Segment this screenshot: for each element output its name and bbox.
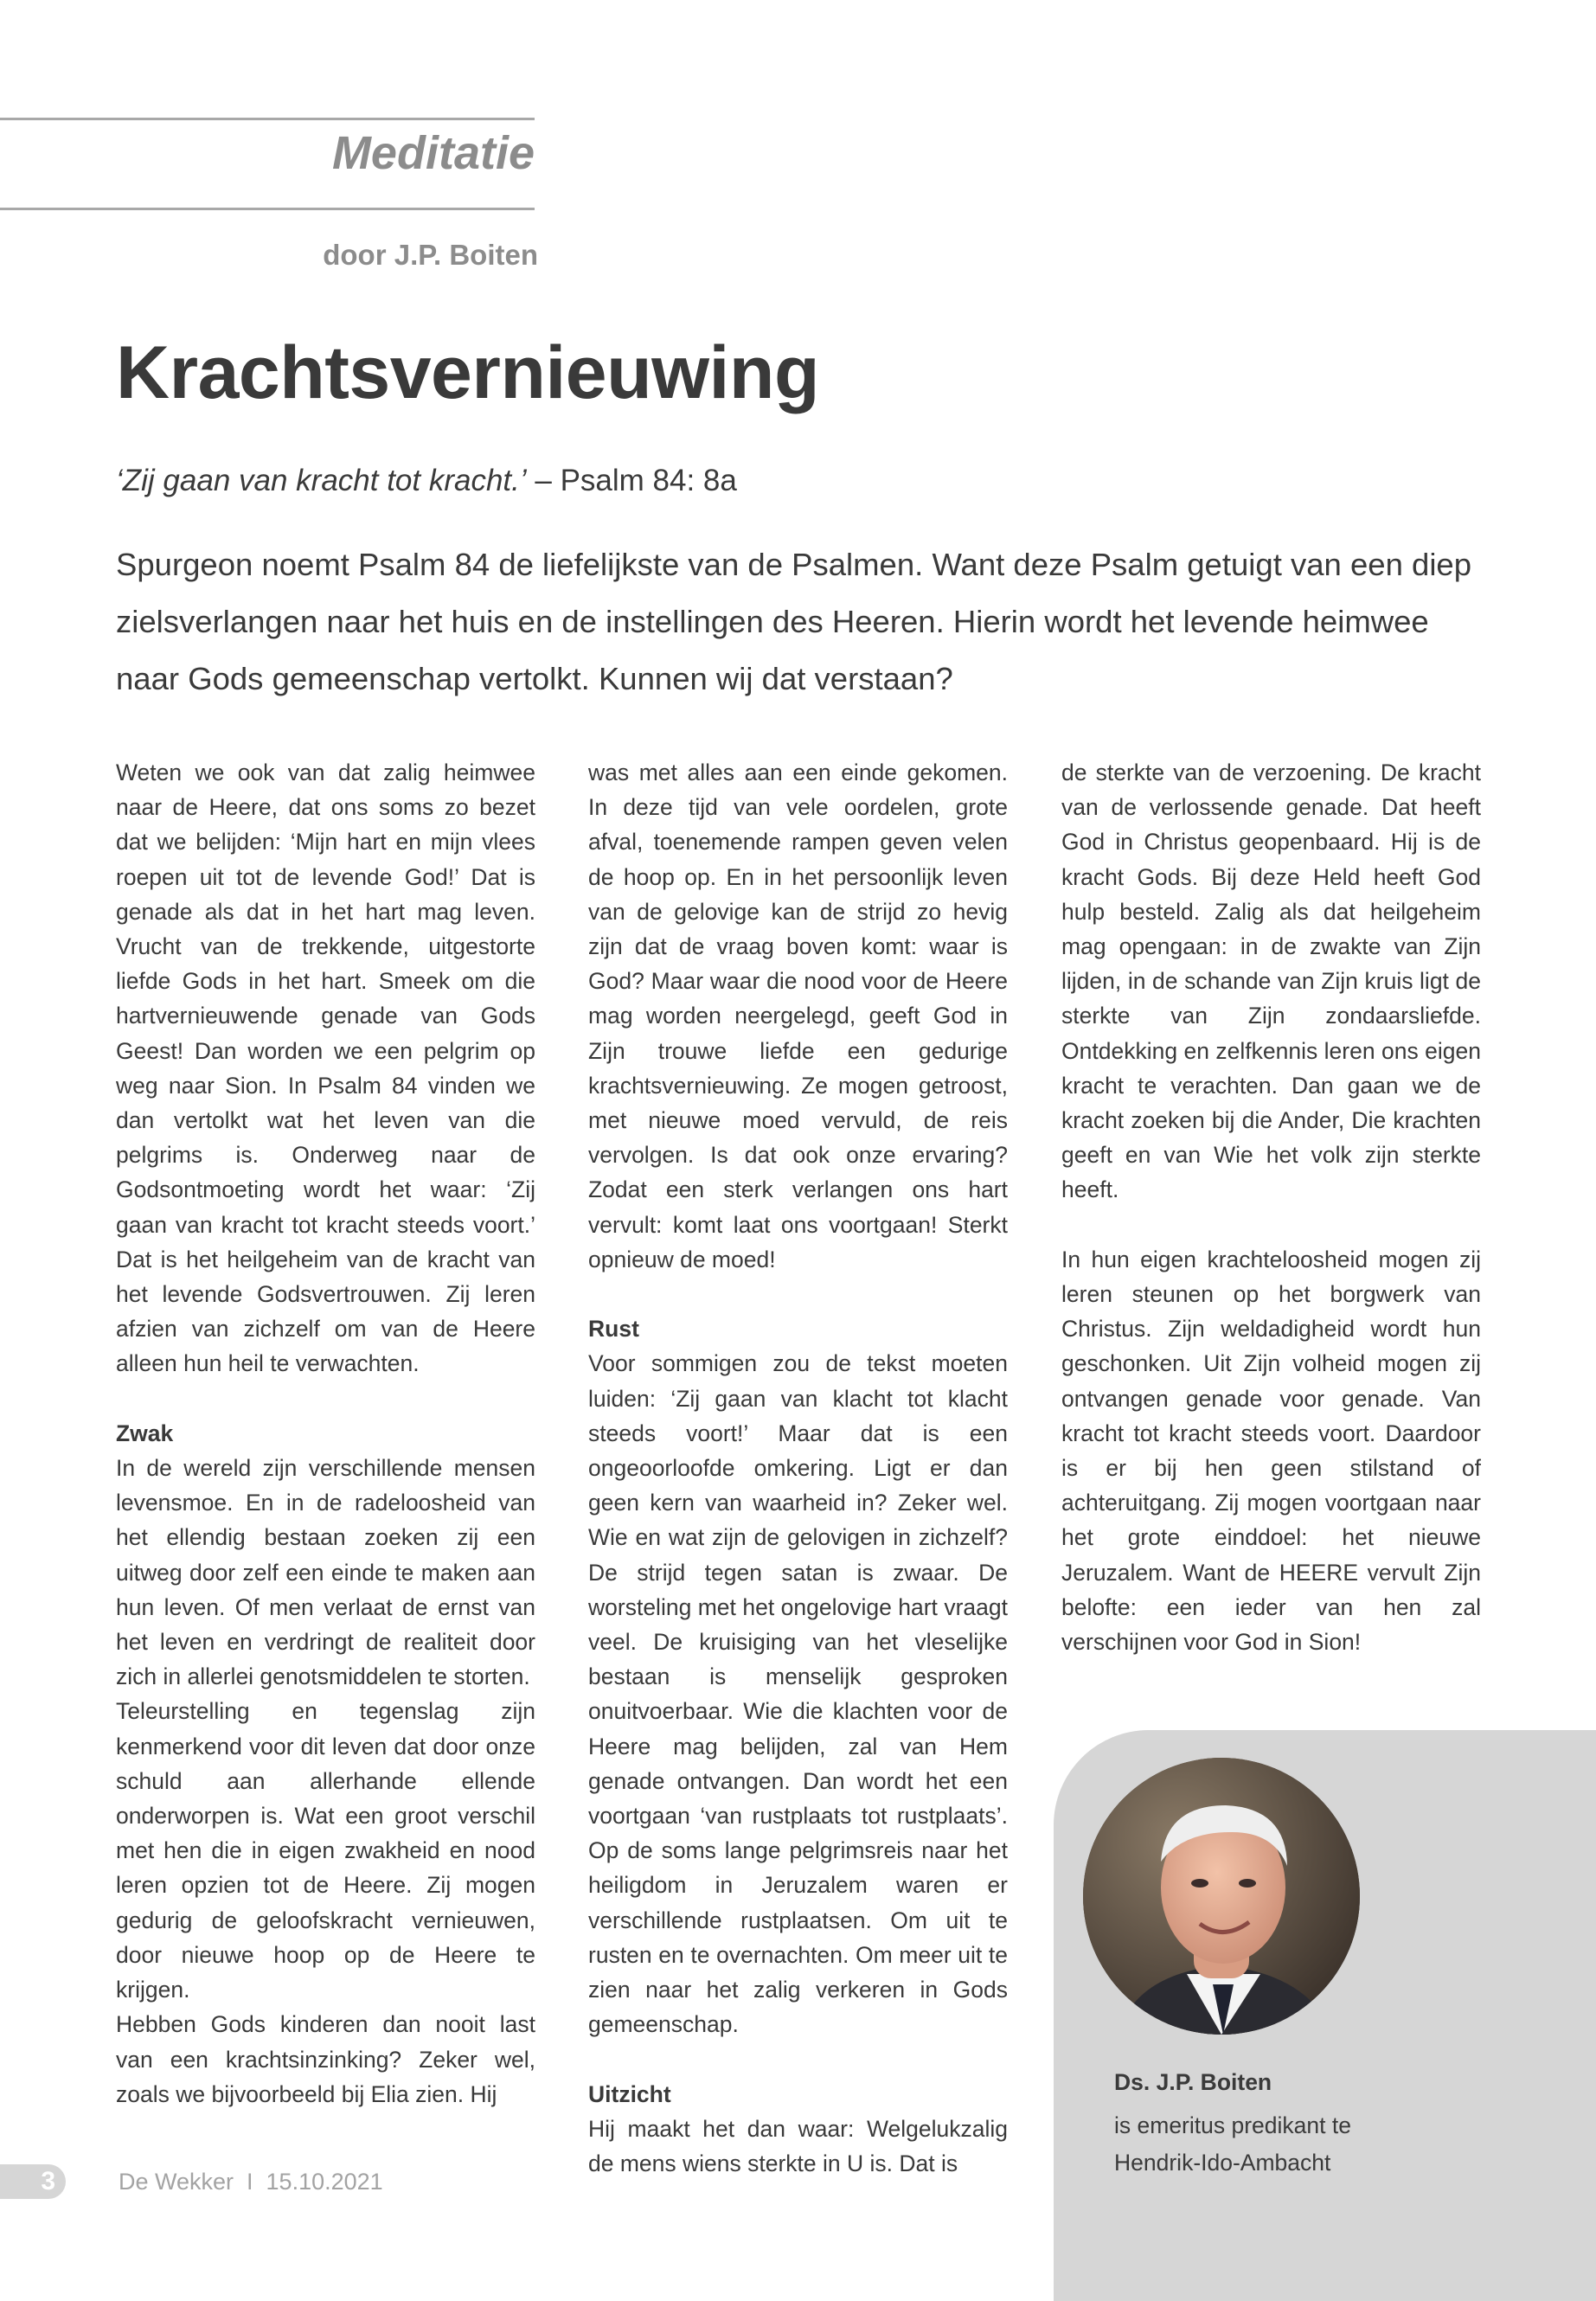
header-rule-top (0, 118, 535, 120)
text-column-3 (1061, 755, 1481, 1659)
body-paragraph: In hun eigen krachteloosheid mogen zij leren steunen op het borgwerk van Christus. Zijn weldadigheid wordt hun geschonken. Uit Zijn volheid mogen zij ontvangen genade voor genade. Van kracht tot kracht steeds voort. Daardoor is er bij hen geen stilstand of achteruitgang. Zij mogen voortgaan naar het grote einddoel: het nieuwe Jeruzalem. Want de HEERE vervult Zijn belofte: een ieder van hen zal verschijnen voor God in Sion! (1061, 1246, 1481, 1656)
subheading-rust: Rust (588, 1316, 639, 1343)
body-paragraph: Hij maakt het dan waar: Welgelukzalig de mens wiens sterkte in U is. Dat is (588, 2115, 1008, 2177)
body-paragraph: was met alles aan een einde gekomen. In deze tijd van vele oordelen, grote afval, toenemende rampen geven velen de hoop op. En in het persoonlijk leven van de gelovige kan de strijd zo hevig zijn dat de vraag boven komt: waar is God? Maar waar die nood voor de Heere mag worden neergelegd, geeft God in Zijn trouwe liefde een gedurige krachtsvernieuwing. Ze mogen getroost, met nieuwe moed vervuld, de reis vervolgen. Is dat ook onze ervaring? Zodat een sterk verlangen ons hart vervult: komt laat ons voortgaan! Sterkt opnieuw de moed! (588, 760, 1008, 1272)
page-number: 3 (0, 2164, 66, 2199)
body-paragraph: In de wereld zijn verschillende mensen levensmoe. En in de radeloosheid van het ellendig bestaan zoeken zij een uitweg door zelf een einde te maken aan hun leven. Of men verlaat de ernst van het leven en verdringt de realiteit door zich in allerlei genotsmiddelen te storten. (116, 1455, 535, 1690)
body-paragraph: Voor sommigen zou de tekst moeten luiden: ‘Zij gaan van klacht tot klacht steeds voort!’ Maar dat is een ongeoorloofde omkering. Ligt er dan geen kern van waarheid in? Zeker wel. Wie en wat zijn de gelovigen in zichzelf? De strijd tegen satan is zwaar. De worsteling met het ongelovige hart vraagt veel. De kruisiging van het vleselijke bestaan is menselijk gesproken onuitvoerbaar. Wie die klachten voor de Heere mag belijden, zal van Hem genade ontvangen. Dan wordt het een voortgaan ‘van rustplaats tot rustplaats’. Op de soms lange pelgrimsreis naar het heiligdom in Jeruzalem waren er verschillende rustplaatsen. Om uit te rusten en te overnachten. Om meer uit te zien naar het zalig verkeren in Gods gemeenschap. (588, 1350, 1008, 2038)
intro-line: Spurgeon noemt Psalm 84 de liefelijkste van de Psalmen. Want deze Psalm getuigt van een diep (116, 547, 1472, 582)
author-desc-line: Hendrik-Ido-Ambacht (1114, 2150, 1331, 2176)
author-description (1114, 2107, 1351, 2182)
intro-line: naar Gods gemeenschap vertolkt. Kunnen wij dat verstaan? (116, 661, 953, 696)
subheading-zwak: Zwak (116, 1420, 174, 1446)
text-column-1 (116, 755, 535, 2112)
body-paragraph: de sterkte van de verzoening. De kracht van de verlossende genade. Dat heeft God in Christus geopenbaard. Hij is de kracht Gods. Bij deze Held heeft God hulp besteld. Zalig als dat heilgeheim mag opengaan: in de zwakte van Zijn lijden, in de schande van Zijn kruis ligt de sterkte van Zijn zondaarsliefde. Ontdekking en zelfkennis leren ons eigen kracht te verachten. Dan gaan we de kracht zoeken bij die Ander, Die krachten geeft en van Wie het volk zijn sterkte heeft. (1061, 760, 1481, 1203)
quote-text: ‘Zij gaan van kracht tot kracht.’ (116, 464, 527, 497)
intro-line: zielsverlangen naar het huis en de instellingen des Heeren. Hierin wordt het levende heimwee (116, 604, 1429, 639)
author-name: Ds. J.P. Boiten (1114, 2069, 1272, 2095)
body-paragraph: Hebben Gods kinderen dan nooit last van een krachtsinzinking? Zeker wel, zoals we bijvoorbeeld bij Elia zien. Hij (116, 2011, 535, 2107)
text-column-2 (588, 755, 1008, 2181)
header-rule-bottom (0, 208, 535, 210)
body-paragraph: Weten we ook van dat zalig heimwee naar de Heere, dat ons soms zo bezet dat we belijden: ‘Mijn hart en mijn vlees roepen uit tot de levende God!’ Dat is genade als dat in het hart mag leven. Vrucht van de trekkende, uitgestorte liefde Gods in het hart. Smeek om die hartvernieuwende genade van Gods Geest! Dan worden we een pelgrim op weg naar Sion. In Psalm 84 vinden we dan vertolkt wat het leven van die pelgrims is. Onderweg naar de Godsontmoeting wordt het waar: ‘Zij gaan van kracht tot kracht steeds voort.’ Dat is het heilgeheim van de kracht van het levende Godsvertrouwen. Zij leren afzien van zichzelf om van de Heere alleen hun heil te verwachten. (116, 760, 535, 1377)
quote-reference: – Psalm 84: 8a (526, 464, 737, 497)
footer-publication: De Wekker I 15.10.2021 (119, 2169, 383, 2195)
body-paragraph: Teleurstelling en tegenslag zijn kenmerkend voor dit leven dat door onze schuld aan allerhande ellende onderworpen is. Wat een groot verschil met hen die in eigen zwakheid en nood leren opzien tot de Heere. Zij mogen gedurig de geloofskracht vernieuwen, door nieuwe hoop op de Heere te krijgen. (116, 1698, 535, 2003)
scripture-quote (116, 463, 737, 499)
byline: door J.P. Boiten (323, 239, 538, 271)
subheading-uitzicht: Uitzicht (588, 2080, 671, 2107)
section-label: Meditatie (331, 127, 535, 179)
author-photo (1083, 1758, 1360, 2035)
author-desc-line: is emeritus predikant te (1114, 2112, 1351, 2138)
intro-paragraph (116, 536, 1483, 708)
article-title: Krachtsvernieuwing (116, 331, 819, 414)
